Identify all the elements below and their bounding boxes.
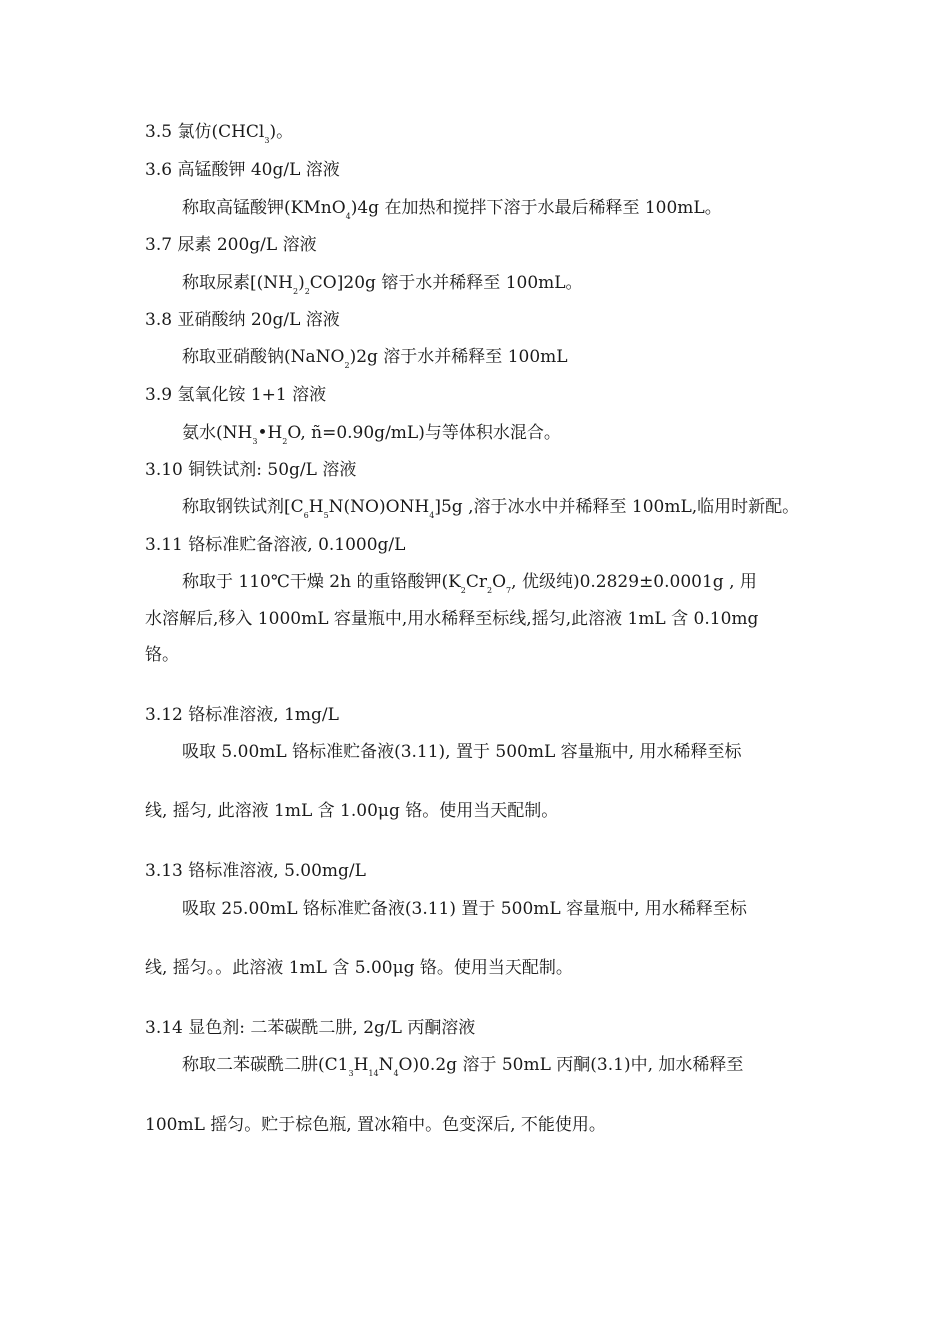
body-3-12-line1: 吸取 5.00mL 铬标准贮备液(3.11), 置于 500mL 容量瓶中, 用水稀释至标 <box>182 742 742 762</box>
subscript: 14 <box>368 1069 379 1078</box>
text: 称取尿素[(NH <box>182 273 293 293</box>
text: N <box>378 1055 394 1075</box>
heading-3-12: 3.12 铬标准溶液, 1mg/L <box>145 705 339 725</box>
text: ]5g ,溶于冰水中并稀释至 100mL,临用时新配。 <box>434 497 800 517</box>
subscript: 2 <box>487 586 493 595</box>
text: O <box>492 572 507 592</box>
heading-3-10: 3.10 铜铁试剂: 50g/L 溶液 <box>145 460 357 480</box>
subscript: 2 <box>292 287 299 296</box>
subscript: 4 <box>429 511 435 520</box>
body-3-10 <box>182 495 799 519</box>
body-3-9 <box>182 421 561 445</box>
text: N(NO)ONH <box>328 497 430 517</box>
heading-3-11: 3.11 铬标准贮备溶液, 0.1000g/L <box>145 535 406 555</box>
body-3-13-line1: 吸取 25.00mL 铬标准贮备液(3.11) 置于 500mL 容量瓶中, 用水稀释至标 <box>182 899 747 919</box>
subscript: 2 <box>344 361 350 370</box>
subscript: 3 <box>348 1069 354 1078</box>
text: O, ñ=0.90g/mL)与等体积水混合。 <box>287 423 561 443</box>
text: 氨水(NH <box>182 423 253 443</box>
text: •H <box>257 423 283 443</box>
body-3-8 <box>182 345 568 369</box>
heading-3-13: 3.13 铬标准溶液, 5.00mg/L <box>145 861 366 881</box>
heading-3-14: 3.14 显色剂: 二苯碳酰二肼, 2g/L 丙酮溶液 <box>145 1018 476 1038</box>
subscript: 3 <box>252 437 258 446</box>
text: 3.5 氯仿(CHCl <box>145 122 265 142</box>
subscript: 2 <box>460 586 466 595</box>
body-3-13-line2: 线, 摇匀。。此溶液 1mL 含 5.00μg 铬。使用当天配制。 <box>145 958 573 978</box>
heading-3-9: 3.9 氢氧化铵 1+1 溶液 <box>145 385 327 405</box>
body-3-11-line3: 铬。 <box>145 645 179 665</box>
text: )。 <box>269 122 294 142</box>
heading-3-7: 3.7 尿素 200g/L 溶液 <box>145 235 317 255</box>
text: , 优级纯)0.2829±0.0001g , 用 <box>511 572 757 592</box>
text: H <box>353 1055 369 1075</box>
subscript: 6 <box>303 511 309 520</box>
text: )2g 溶于水并稀释至 100mL <box>349 347 568 367</box>
heading-3-8: 3.8 亚硝酸纳 20g/L 溶液 <box>145 310 340 330</box>
body-3-11-line1 <box>182 570 757 594</box>
body-3-6 <box>182 196 722 220</box>
body-3-14-line1 <box>182 1053 743 1077</box>
subscript: 5 <box>323 511 329 520</box>
text: O)0.2g 溶于 50mL 丙酮(3.1)中, 加水稀释至 <box>398 1055 744 1075</box>
subscript: 4 <box>345 212 351 221</box>
heading-3-5 <box>145 120 293 144</box>
text: 称取亚硝酸钠(NaNO <box>182 347 345 367</box>
text: Cr <box>465 572 488 592</box>
heading-3-6: 3.6 高锰酸钾 40g/L 溶液 <box>145 160 340 180</box>
text: H <box>308 497 324 517</box>
text: ) <box>298 273 305 293</box>
body-3-14-line2: 100mL 摇匀。贮于棕色瓶, 置冰箱中。色变深后, 不能使用。 <box>145 1115 606 1135</box>
subscript: 4 <box>393 1069 399 1078</box>
subscript: 2 <box>282 437 288 446</box>
text: CO]20g 镕于水并稀释至 100mL。 <box>309 273 583 293</box>
text: 称取高锰酸钾(KMnO <box>182 198 346 218</box>
text: 称取钢铁试剂[C <box>182 497 304 517</box>
subscript: 2 <box>304 287 310 296</box>
text: )4g 在加热和搅拌下溶于水最后稀释至 100mL。 <box>350 198 722 218</box>
text: 称取二苯碳酰二肼(C1 <box>182 1055 349 1075</box>
body-3-12-line2: 线, 摇匀, 此溶液 1mL 含 1.00μg 铬。使用当天配制。 <box>145 801 559 821</box>
body-3-11-line2: 水溶解后,移入 1000mL 容量瓶中,用水稀释至标线,摇匀,此溶液 1mL 含 0.10mg <box>145 609 759 629</box>
text: 称取于 110℃干燥 2h 的重铬酸钾(K <box>182 572 461 592</box>
body-3-7 <box>182 271 583 295</box>
subscript: 7 <box>506 586 512 595</box>
subscript: 3 <box>264 136 270 145</box>
